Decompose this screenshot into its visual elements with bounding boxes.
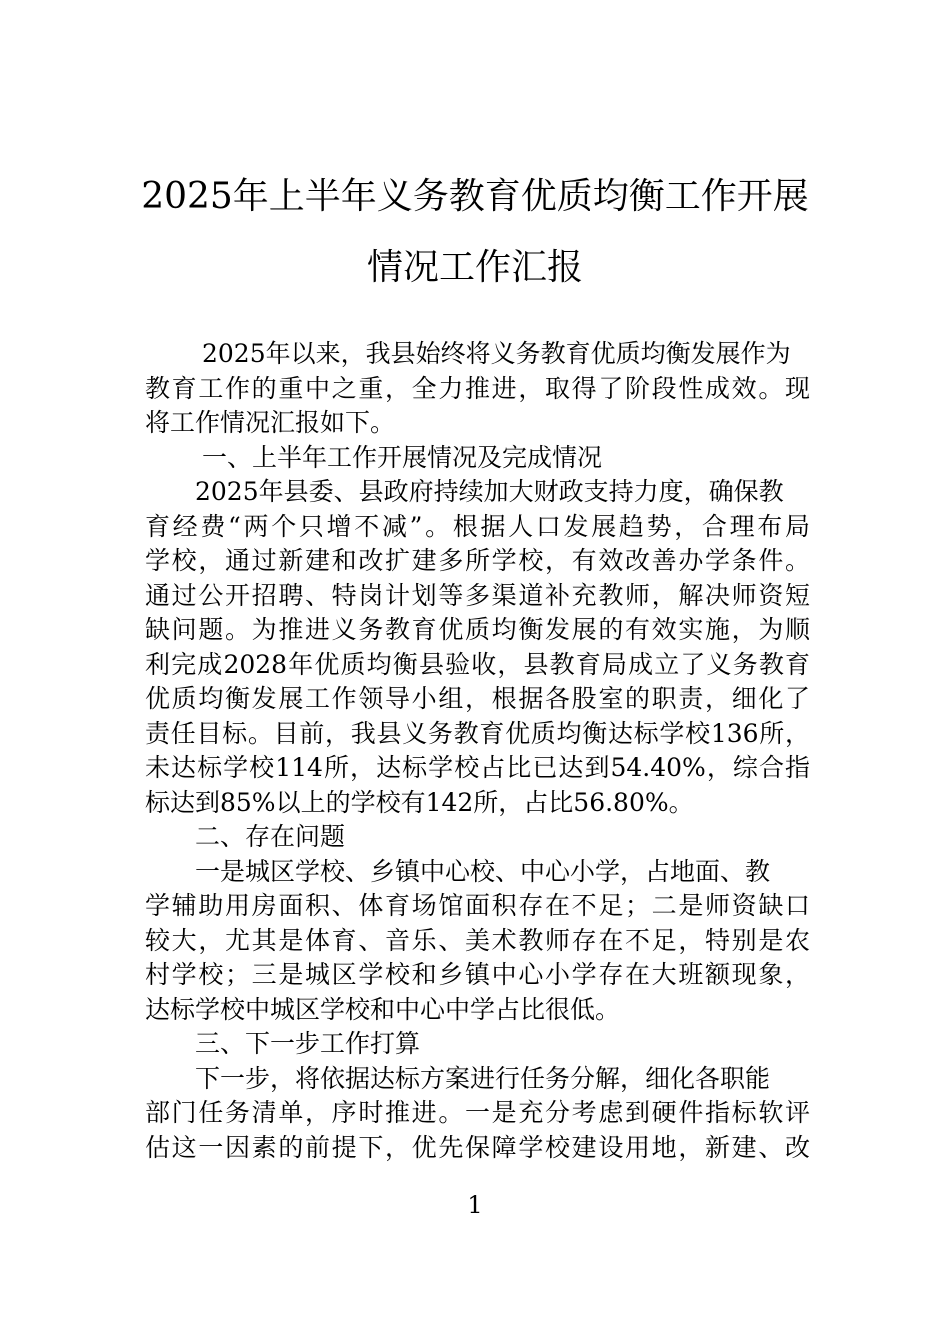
section-heading-2: 二、存在问题: [195, 822, 346, 851]
section1-line: 2025年县委、县政府持续加大财政支持力度，确保教: [195, 477, 784, 506]
section1-line: 未达标学校114所，达标学校占比已达到54.40%，综合指: [145, 753, 810, 782]
intro-line: 教育工作的重中之重，全力推进，取得了阶段性成效。现: [145, 373, 810, 403]
section-heading-3: 三、下一步工作打算: [195, 1029, 421, 1058]
section2-line: 学辅助用房面积、体育场馆面积存在不足；二是师资缺口: [145, 891, 810, 920]
section2-line: 村学校；三是城区学校和乡镇中心小学存在大班额现象，: [145, 960, 810, 989]
intro-line: 2025年以来，我县始终将义务教育优质均衡发展作为: [202, 339, 791, 368]
section1-line: 责任目标。目前，我县义务教育优质均衡达标学校136所，: [145, 718, 810, 748]
section2-line: 一是城区学校、乡镇中心校、中心小学，占地面、教: [195, 856, 771, 886]
section-heading-1: 一、上半年工作开展情况及完成情况: [202, 442, 603, 472]
section1-line: 通过公开招聘、特岗计划等多渠道补充教师，解决师资短: [145, 580, 810, 610]
section1-line: 优质均衡发展工作领导小组，根据各股室的职责，细化了: [145, 684, 810, 713]
document-title-line-1: 2025年上半年义务教育优质均衡工作开展: [141, 176, 809, 217]
document-title-line-2: 情况工作汇报: [366, 247, 583, 288]
section1-line: 标达到85%以上的学校有142所，占比56.80%。: [145, 787, 694, 817]
section2-line: 较大，尤其是体育、音乐、美术教师存在不足，特别是农: [145, 925, 810, 955]
page-number: 1: [467, 1191, 483, 1219]
section3-line: 部门任务清单，序时推进。一是充分考虑到硬件指标软评: [145, 1098, 810, 1127]
section3-line: 下一步，将依据达标方案进行任务分解，细化各职能: [195, 1063, 771, 1093]
section1-line: 育经费“两个只增不减”。根据人口发展趋势，合理布局: [145, 511, 810, 541]
intro-line: 将工作情况汇报如下。: [145, 408, 396, 437]
section1-line: 缺问题。为推进义务教育优质均衡发展的有效实施，为顺: [145, 615, 810, 644]
section1-line: 学校，通过新建和改扩建多所学校，有效改善办学条件。: [145, 546, 810, 575]
section3-line: 估这一因素的前提下，优先保障学校建设用地，新建、改: [145, 1132, 810, 1162]
section1-line: 利完成2028年优质均衡县验收，县教育局成立了义务教育: [145, 649, 810, 679]
section2-line: 达标学校中城区学校和中心中学占比很低。: [145, 994, 621, 1024]
document-body: [145, 337, 810, 1165]
